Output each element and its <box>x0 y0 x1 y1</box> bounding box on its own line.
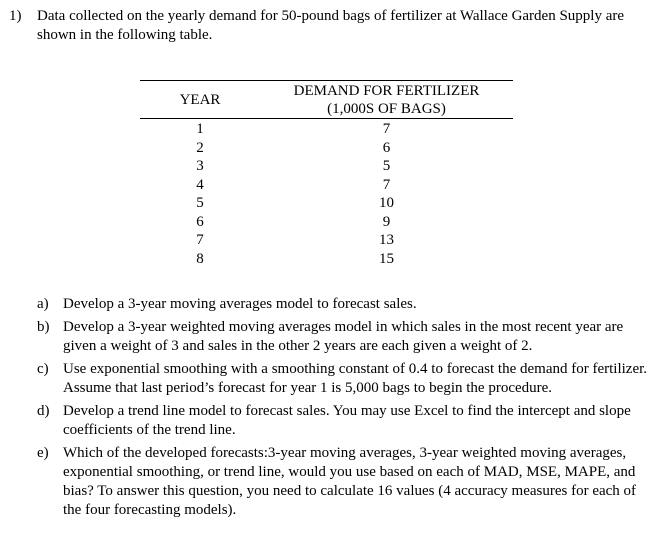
question-letter: d) <box>37 403 50 419</box>
demand-cell: 9 <box>382 213 391 230</box>
year-cell: 6 <box>196 213 204 230</box>
demand-header-line2: (1,000S OF BAGS) <box>327 101 446 117</box>
year-cell: 8 <box>196 250 204 267</box>
year-cell: 5 <box>196 195 204 211</box>
problem-statement: Data collected on the yearly demand for 50-pound bags of fertilizer at Wallace Garden Supply are shown in the following table. <box>37 8 625 43</box>
question-item <box>37 318 652 356</box>
demand-cell: 7 <box>382 176 391 193</box>
question-item <box>37 402 652 440</box>
demand-cell: 5 <box>382 158 391 174</box>
year-cell: 4 <box>196 176 204 193</box>
question-text: Develop a 3-year moving averages model to forecast sales. <box>63 296 417 312</box>
question-item <box>37 444 652 520</box>
question-list <box>37 295 652 524</box>
demand-column-header <box>260 82 513 118</box>
question-letter: a) <box>37 296 49 312</box>
table-row <box>140 250 513 269</box>
question-text: Develop a trend line model to forecast sales. You may use Excel to find the intercept and slope coefficients of the trend line. <box>63 403 631 438</box>
question-item <box>37 295 652 314</box>
year-column-header: YEAR <box>179 92 221 108</box>
question-text: Develop a 3-year weighted moving averages model in which sales in the most recent year are given a weight of 3 and sales in the other 2 years are each given a weight of 2. <box>63 319 624 354</box>
question-letter: e) <box>37 445 49 461</box>
table-row <box>140 194 513 213</box>
question-letter: c) <box>37 361 49 377</box>
year-cell: 2 <box>196 139 204 156</box>
year-cell: 3 <box>196 158 204 174</box>
table-row <box>140 213 513 232</box>
table-row <box>140 139 513 158</box>
table-row <box>140 176 513 195</box>
problem-number: 1) <box>9 8 22 24</box>
demand-cell: 13 <box>379 232 394 248</box>
problem-intro <box>9 7 649 45</box>
year-cell: 1 <box>196 121 204 137</box>
question-text: Which of the developed forecasts:3-year moving averages, 3-year weighted moving averages, exponential smoothing, or trend line, would you use based on each of MAD, MSE, MAPE, and bias? To answer this question, you need to calculate 16 values (4 accuracy measures for each of the four forecasting models). <box>63 445 637 518</box>
demand-cell: 10 <box>379 195 394 211</box>
table-row <box>140 157 513 176</box>
table-row <box>140 231 513 250</box>
table-top-rule <box>140 80 513 81</box>
question-text: Use exponential smoothing with a smoothing constant of 0.4 to forecast the demand for fertilizer. Assume that last period’s forecast for year 1 is 5,000 bags to begin the procedure. <box>63 361 648 396</box>
question-item <box>37 360 652 398</box>
question-letter: b) <box>37 319 50 335</box>
table-body <box>140 120 513 268</box>
demand-cell: 6 <box>382 139 391 156</box>
demand-header-line1: DEMAND FOR FERTILIZER <box>293 83 480 99</box>
demand-cell: 15 <box>379 250 394 267</box>
table-row <box>140 120 513 139</box>
year-cell: 7 <box>196 232 204 248</box>
table-header-rule <box>140 118 513 119</box>
demand-cell: 7 <box>382 121 391 137</box>
